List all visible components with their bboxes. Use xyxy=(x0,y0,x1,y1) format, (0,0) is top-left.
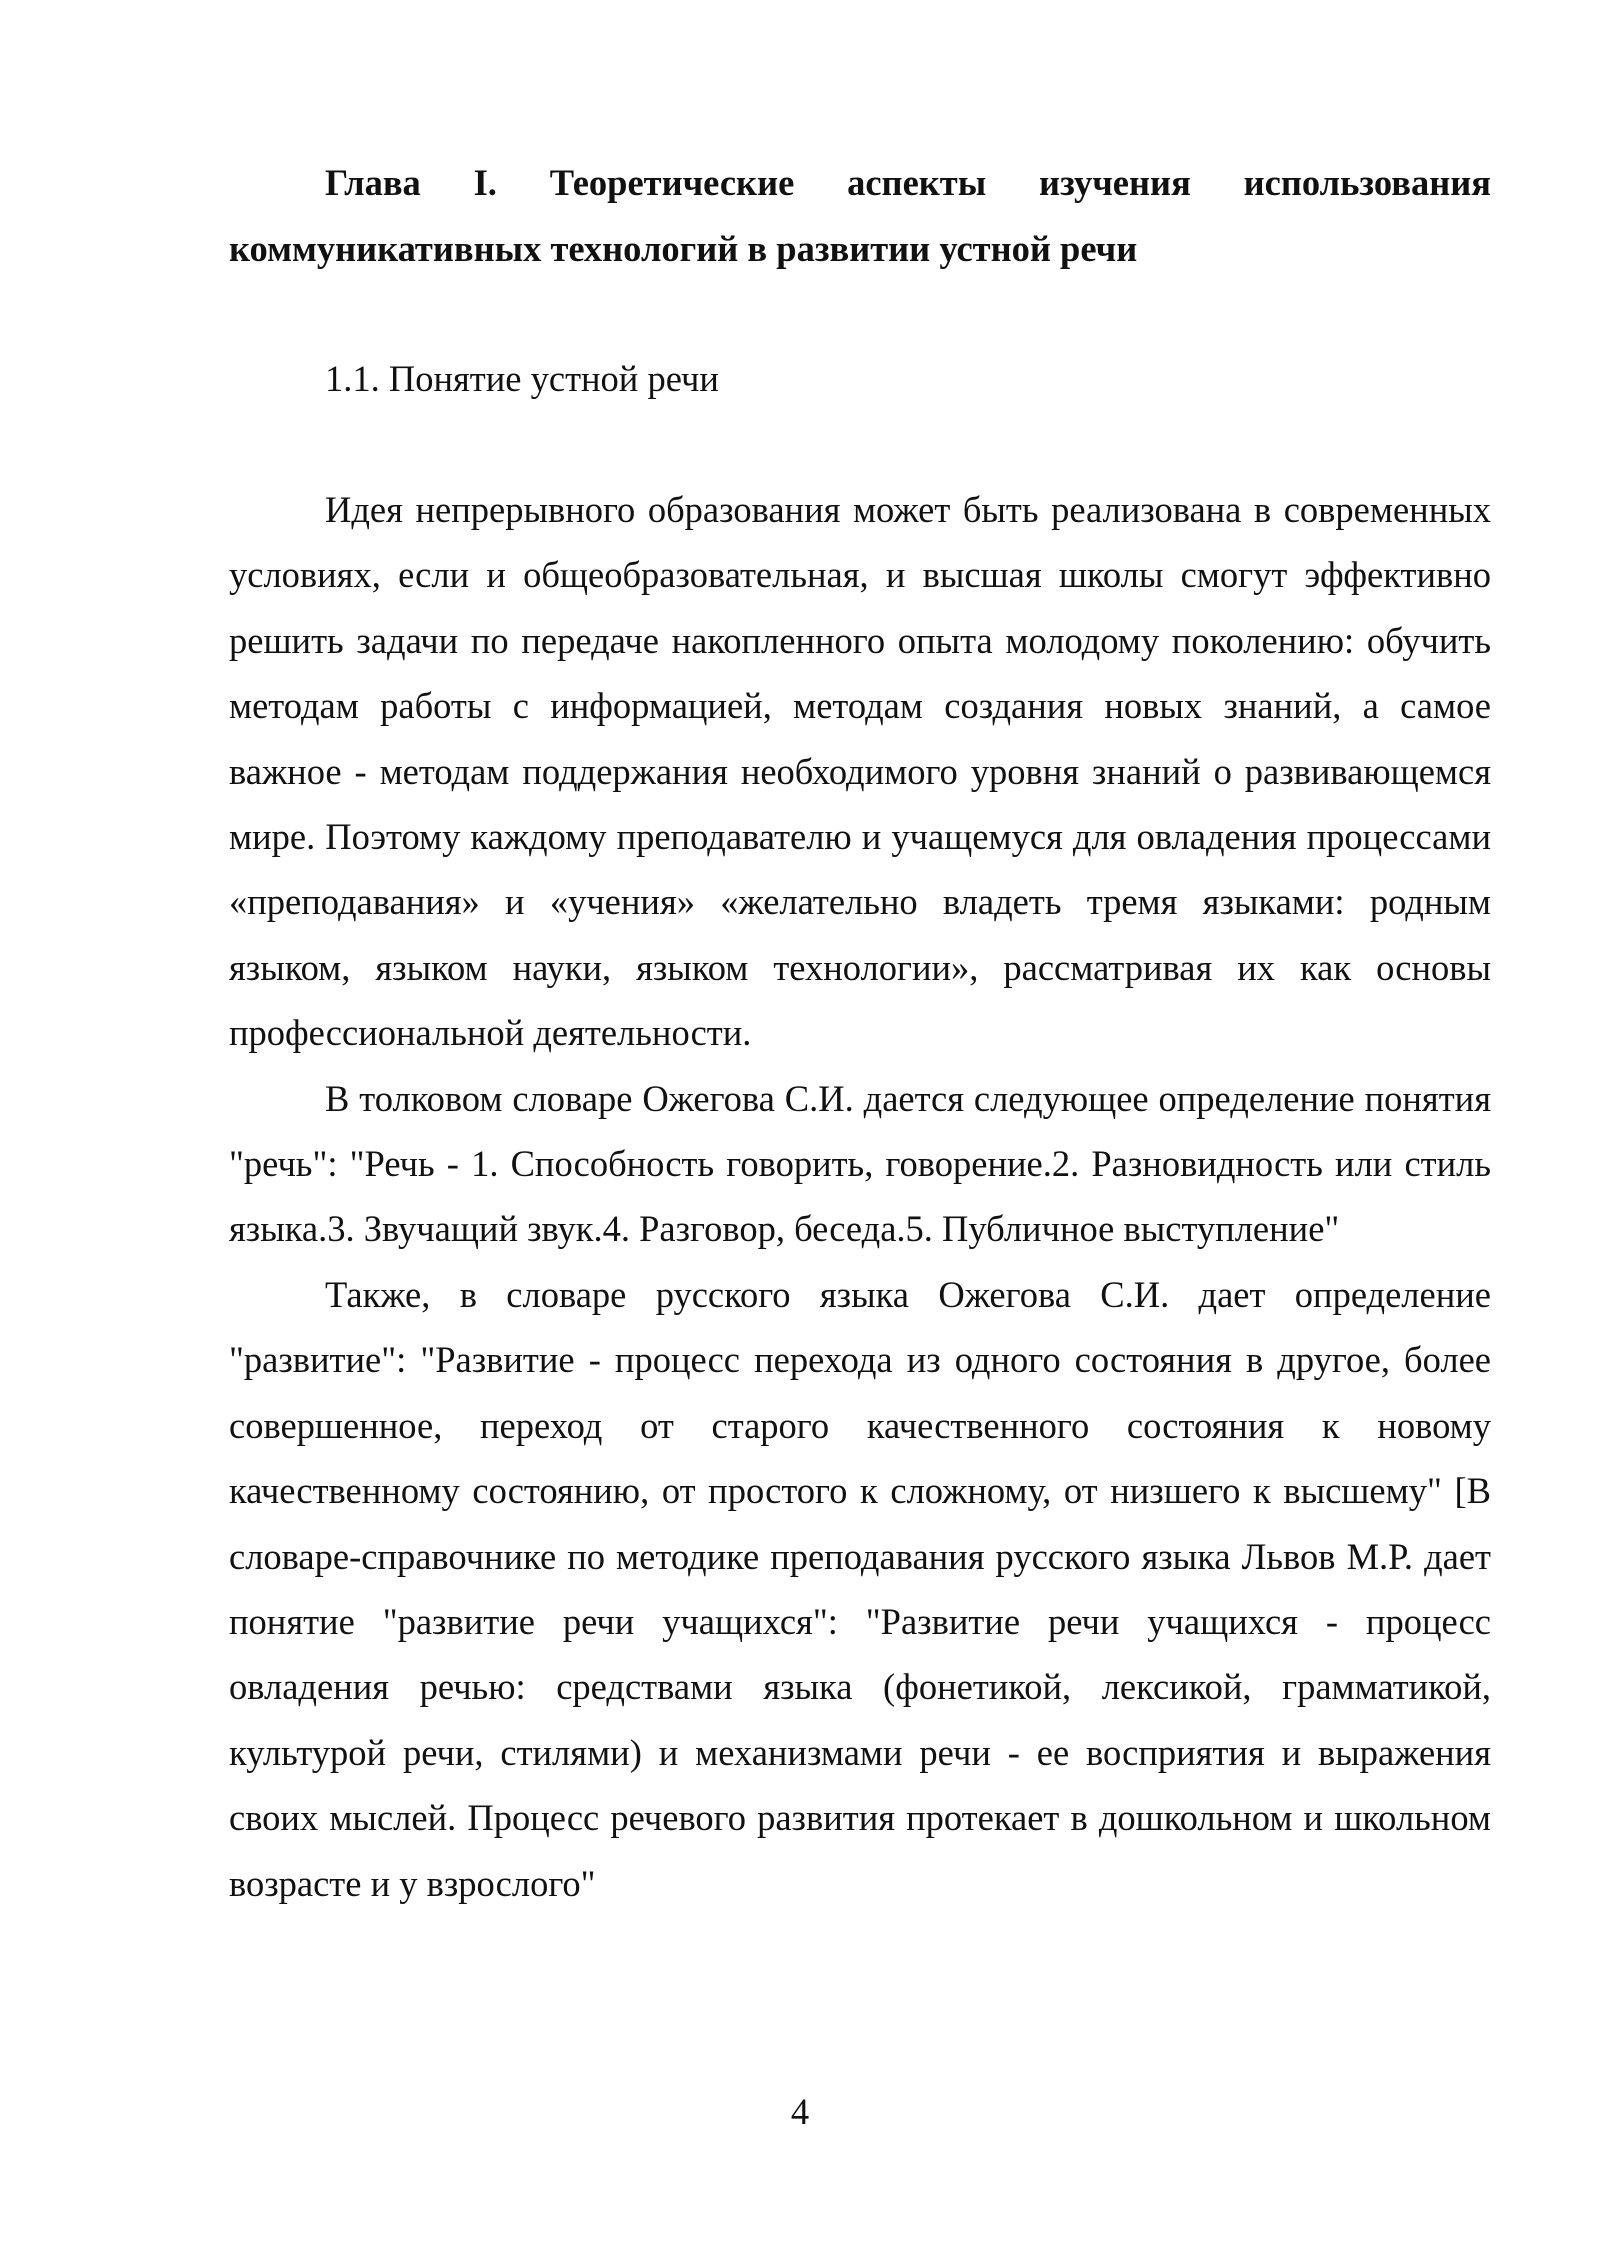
paragraph-2: В толковом словаре Ожегова С.И. дается следующее определение понятия "речь": "Речь - 1. Способность говорить, говорение.2. Разновидность или стиль языка.3. Звучащий звук.4. Разговор, беседа.5. Публичное выступление" xyxy=(229,1077,1491,1250)
paragraph-1: Идея непрерывного образования может быть реализована в современных условиях, если и общеобразовательная, и высшая школы смогут эффективно решить задачи по передаче накопленного опыта молодому поколению: обучить методам работы с информацией, методам создания новых знаний, а самое важное - методам поддержания необходимого уровня знаний о развивающемся мире. Поэтому каждому преподавателю и учащемуся для овладения процессами «преподавания» и «учения» «желательно владеть тремя языками: родным языком, языком науки, языком технологии», рассматривая их как основы профессиональной деятельности. xyxy=(229,489,1491,1054)
chapter-title: Глава I. Теоретические аспекты изучения использования коммуникативных технологий в развитии устной речи xyxy=(229,162,1491,269)
body-text xyxy=(229,477,1491,1916)
paragraph-3: Также, в словаре русского языка Ожегова С.И. дает определение "развитие": "Развитие - процесс перехода из одного состояния в другое, более совершенное, переход от старого качественного состояния к новому качественному состоянию, от простого к сложному, от низшего к высшему" [В словаре-справочнике по методике преподавания русского языка Львов М.Р. дает понятие "развитие речи учащихся": "Развитие речи учащихся - процесс овладения речью: средствами языка (фонетикой, лексикой, грамматикой, культурой речи, стилями) и механизмами речи - ее восприятия и выражения своих мыслей. Процесс речевого развития протекает в дошкольном и школьном возрасте и у взрослого" xyxy=(229,1273,1491,1904)
document-page xyxy=(229,150,1491,1916)
section-title: 1.1. Понятие устной речи xyxy=(325,358,719,399)
page-number: 4 xyxy=(790,2091,810,2132)
